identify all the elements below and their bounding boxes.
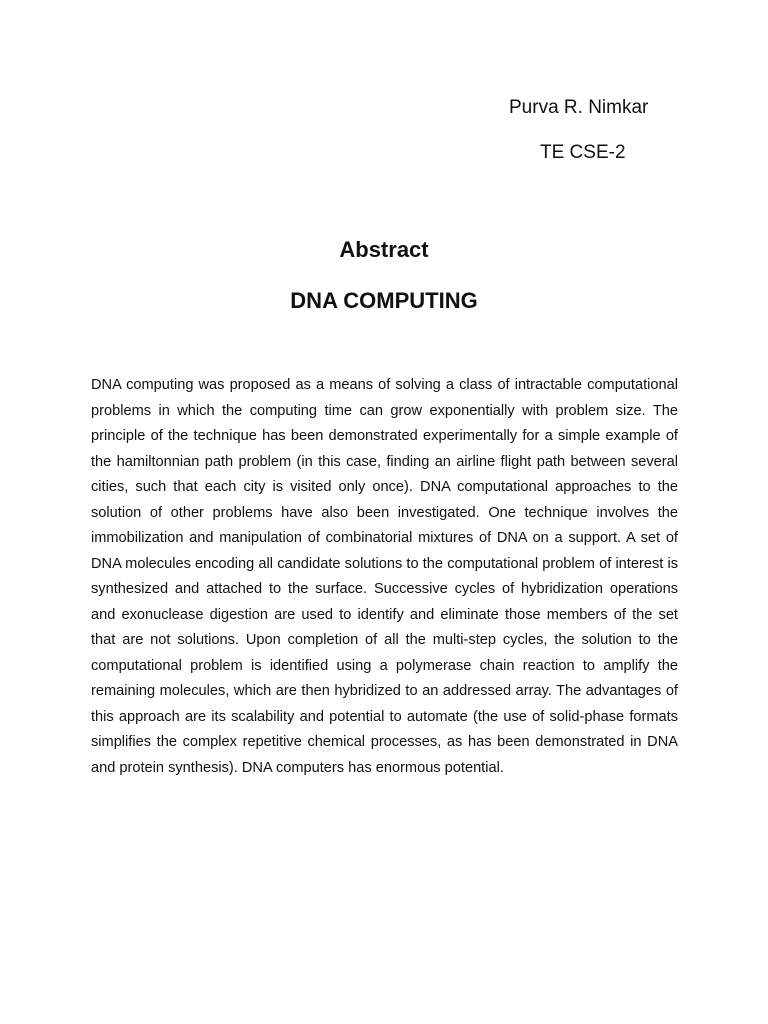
abstract-paragraph: DNA computing was proposed as a means of solving a class of intractable computational problems in which the computing time can grow exponentially with problem size. The principle of the technique has been demonstrated experimentally for a simple example of the hamiltonnian path problem (in this case, finding an airline flight path between several cities, such that each city is visited only once). DNA computational approaches to the solution of other problems have also been investigated. One technique involves the immobilization and manipulation of combinatorial mixtures of DNA on a support. A set of DNA molecules encoding all candidate solutions to the computational problem of interest is synthesized and attached to the surface. Successive cycles of hybridization operations and exonuclease digestion are used to identify and eliminate those members of the set that are not solutions. Upon completion of all the multi-step cycles, the solution to the computational problem is identified using a polymerase chain reaction to amplify the remaining molecules, which are then hybridized to an addressed array. The advantages of this approach are its scalability and potential to automate (the use of solid-phase formats simplifies the complex repetitive chemical processes, as has been demonstrated in DNA and protein synthesis). DNA computers has enormous potential.: [91, 377, 678, 776]
section-heading: Abstract: [339, 237, 429, 262]
author-name: Purva R. Nimkar: [509, 97, 649, 118]
class-section: TE CSE-2: [540, 142, 626, 163]
document-title: DNA COMPUTING: [290, 288, 478, 313]
